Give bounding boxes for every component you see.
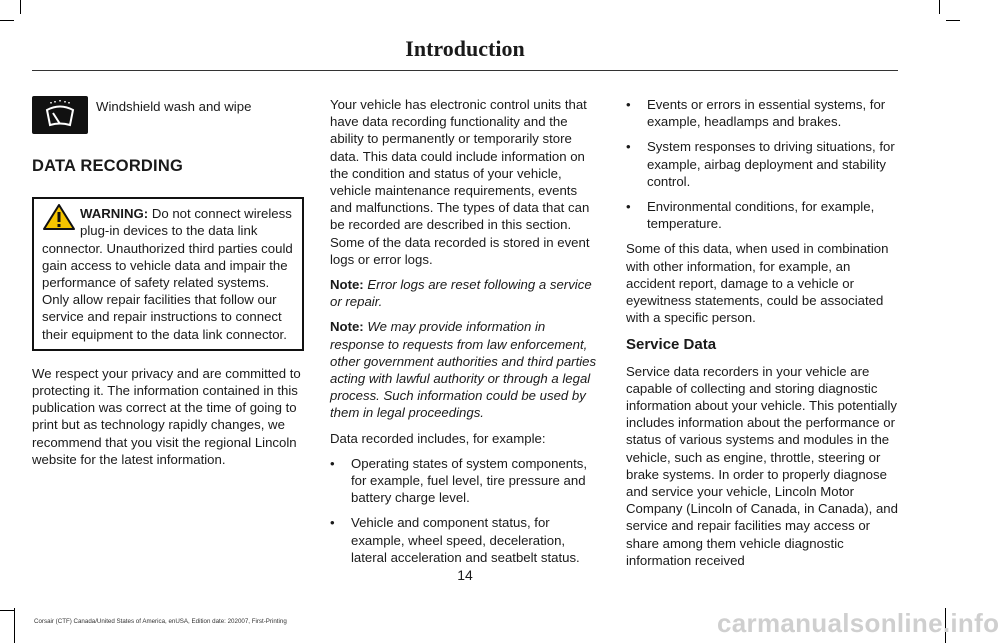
right-column	[626, 96, 898, 577]
middle-column	[330, 96, 602, 574]
association-paragraph: Some of this data, when used in combination with other information, for example, an accident report, damage to a vehicle or eyewitness statements, could be associated with a specific person.	[626, 241, 889, 326]
crop-mark-top-right-v	[939, 0, 940, 14]
crop-mark-top-left-h	[0, 20, 14, 21]
crop-mark-bottom-left-v	[14, 608, 15, 643]
warning-text: Do not connect wireless plug-in devices to the data link connector. Unauthorized third parties could gain access to vehicle data and impair the performance of safety related systems. Only allow repair facilities that follow our service and repair instructions to connect their equipment to the data link connector.	[42, 206, 293, 342]
watermark: carmanualsonline.info	[717, 608, 999, 638]
data-recorded-list	[330, 455, 602, 566]
icon-label: Windshield wash and wipe	[96, 99, 252, 114]
icon-row	[32, 96, 304, 134]
list-item: • System responses to driving situations, for example, airbag deployment and stability control.	[626, 138, 898, 190]
list-intro: Data recorded includes, for example:	[330, 430, 546, 446]
service-data-paragraph: Service data recorders in your vehicle are capable of collecting and storing diagnostic information about your vehicle. This potentially includes information about the performance or status of various systems and modules in the vehicle, such as engine, throttle, steering or brake systems. In order to properly diagnose and service your vehicle, Lincoln Motor Company (Lincoln of Canada, in Canada), and service and repair facilities may access or share among them vehicle diagnostic information received	[626, 363, 898, 568]
list-item: • Environmental conditions, for example, temperature.	[626, 198, 898, 232]
left-column	[32, 96, 304, 476]
data-recorded-list-continued	[626, 96, 898, 232]
page-number: 14	[457, 567, 473, 583]
note-error-logs	[330, 276, 602, 310]
crop-mark-top-left-v	[20, 0, 21, 14]
list-item: • Events or errors in essential systems, for example, headlamps and brakes.	[626, 96, 898, 130]
note-text: Error logs are reset following a service or repair.	[330, 277, 592, 310]
page-title: Introduction	[405, 36, 525, 61]
warning-box	[32, 197, 304, 351]
privacy-paragraph: We respect your privacy and are committed to protecting it. The information contained in this publication was correct at the time of going to print but as technology rapidly changes, we recommend that you visit the regional Lincoln website for the latest information.	[32, 365, 301, 467]
intro-paragraph: Your vehicle has electronic control units that have data recording functionality and the ability to permanently or temporarily store data. This data could include information on the condition and status of your vehicle, vehicle maintenance requirements, events and malfunctions. The types of data that can be recorded are described in this section. Some of the data recorded is stored in event logs or error logs.	[330, 97, 590, 267]
header-divider	[32, 70, 898, 71]
note-label: Note:	[330, 277, 364, 293]
warning-label: WARNING:	[80, 206, 149, 222]
crop-mark-top-right-h	[946, 20, 960, 21]
list-item: • Vehicle and component status, for example, wheel speed, deceleration, lateral acceleration and seatbelt status.	[330, 514, 602, 566]
section-title: DATA RECORDING	[32, 157, 183, 175]
windshield-wash-wipe-icon	[32, 96, 88, 134]
subsection-title: Service Data	[626, 336, 717, 354]
edition-footer: Corsair (CTF) Canada/United States of America, enUSA, Edition date: 202007, First-Printing	[34, 618, 287, 625]
list-item: • Operating states of system components, for example, fuel level, tire pressure and battery charge level.	[330, 455, 602, 507]
note-law-enforcement	[330, 318, 602, 421]
note-text: We may provide information in response to requests from law enforcement, other government authorities and third parties acting with lawful authority or through a legal process. Such information could be used by them in legal proceedings.	[330, 319, 597, 421]
warning-triangle-icon	[42, 203, 76, 231]
crop-mark-bottom-left-h	[0, 610, 14, 611]
note-label: Note:	[330, 319, 364, 335]
